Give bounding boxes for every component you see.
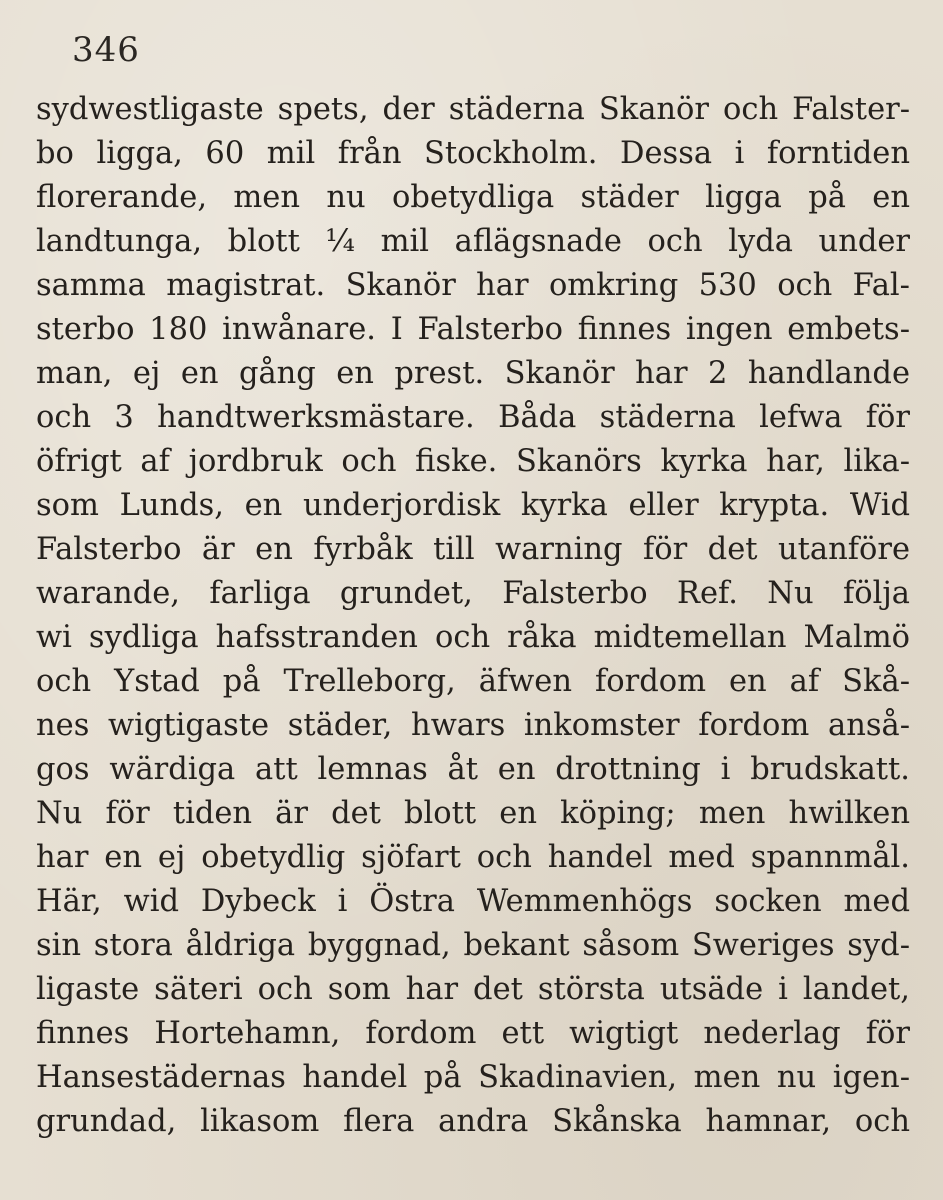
text-line: som Lunds, en underjordisk kyrka eller krypta. Wid	[36, 488, 910, 523]
text-line: landtunga, blott ¼ mil aflägsnade och lyda under	[36, 224, 910, 259]
text-line: sin stora åldriga byggnad, bekant såsom Sweriges syd-	[36, 928, 910, 963]
text-line: gos wärdiga att lemnas åt en drottning i brudskatt.	[36, 752, 910, 787]
text-line: Nu för tiden är det blott en köping; men hwilken	[36, 796, 910, 831]
text-line: grundad, likasom flera andra Skånska hamnar, och	[36, 1104, 910, 1139]
text-line: man, ej en gång en prest. Skanör har 2 handlande	[36, 356, 910, 391]
text-line: sterbo 180 inwånare. I Falsterbo finnes ingen embets-	[36, 312, 910, 347]
text-line: ligaste säteri och som har det största utsäde i landet,	[36, 972, 910, 1007]
text-line: Här, wid Dybeck i Östra Wemmenhögs socken med	[36, 884, 910, 919]
text-line: warande, farliga grundet, Falsterbo Ref. Nu följa	[36, 576, 910, 611]
text-line: Falsterbo är en fyrbåk till warning för det utanföre	[36, 532, 910, 567]
text-line: florerande, men nu obetydliga städer ligga på en	[36, 180, 910, 215]
page-number: 346	[72, 30, 140, 70]
text-line: finnes Hortehamn, fordom ett wigtigt nederlag för	[36, 1016, 910, 1051]
text-line: bo ligga, 60 mil från Stockholm. Dessa i forntiden	[36, 136, 910, 171]
text-line: har en ej obetydlig sjöfart och handel med spannmål.	[36, 840, 910, 875]
text-line: och 3 handtwerksmästare. Båda städerna lefwa för	[36, 400, 910, 435]
text-line: sydwestligaste spets, der städerna Skanör och Falster-	[36, 92, 910, 127]
text-line: Hansestädernas handel på Skadinavien, men nu igen-	[36, 1060, 910, 1095]
text-line: öfrigt af jordbruk och fiske. Skanörs kyrka har, lika-	[36, 444, 910, 479]
text-line: och Ystad på Trelleborg, äfwen fordom en af Skå-	[36, 664, 910, 699]
body-text	[36, 88, 910, 1144]
text-line: samma magistrat. Skanör har omkring 530 och Fal-	[36, 268, 910, 303]
text-line: nes wigtigaste städer, hwars inkomster fordom anså-	[36, 708, 910, 743]
text-line: wi sydliga hafsstranden och råka midtemellan Malmö	[36, 620, 910, 655]
